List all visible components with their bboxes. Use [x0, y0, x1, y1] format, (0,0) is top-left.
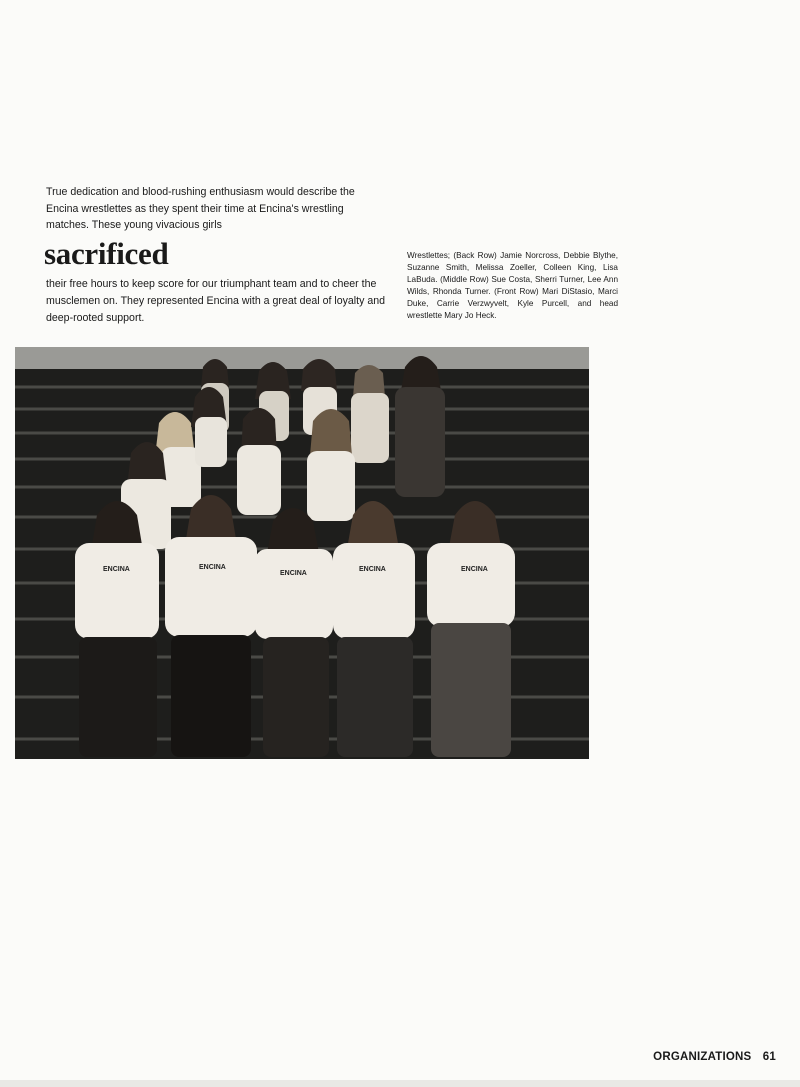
page-edge: [0, 1080, 800, 1087]
shirt-print-2: ENCINA: [199, 564, 226, 571]
photo-caption: Wrestlettes; (Back Row) Jamie Norcross, Debbie Blythe, Suzanne Smith, Melissa Zoeller, Colleen King, Lisa LaBuda. (Middle Row) Sue Costa, Sherri Turner, Lee Ann Wilds, Rhonda Turner. (Front Row) Mari DiStasio, Marci Duke, Carrie Verzwyvelt, Kyle Purcell, and head wrestlette Mary Jo Heck.: [407, 251, 618, 320]
continuation-paragraph: their free hours to keep score for our triumphant team and to cheer the musclemen on. They represented Encina with a great deal of loyalty and deep-rooted support.: [46, 278, 385, 324]
section-name: ORGANIZATIONS: [653, 1051, 752, 1063]
shirt-print-4: ENCINA: [359, 566, 386, 573]
page-footer: [653, 1051, 776, 1063]
shirt-print-5: ENCINA: [461, 566, 488, 573]
team-photo: [15, 347, 589, 759]
shirt-print-1: ENCINA: [103, 566, 130, 573]
shirt-print-3: ENCINA: [280, 570, 307, 577]
intro-paragraph: True dedication and blood-rushing enthusiasm would describe the Encina wrestlettes as they spent their time at Encina's wrestling matches. These young vivacious girls: [46, 186, 355, 231]
headline: sacrificed: [44, 236, 169, 271]
gym-wall: [15, 347, 589, 369]
page-number: 61: [762, 1051, 776, 1063]
